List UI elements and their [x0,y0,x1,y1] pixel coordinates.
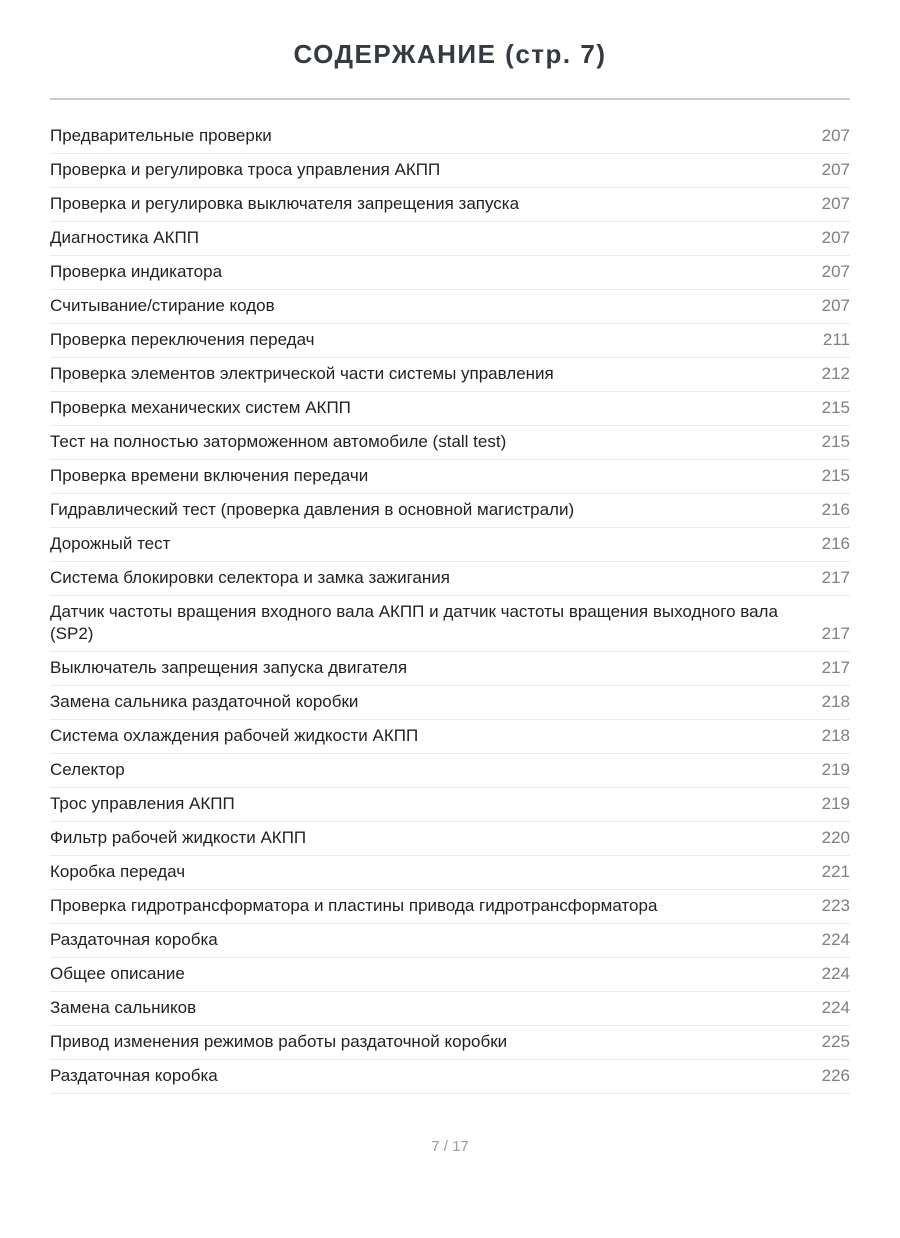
page-indicator: 7 / 17 [431,1138,469,1155]
toc-item-label: Считывание/стирание кодов [50,296,275,315]
toc-item-label: Фильтр рабочей жидкости АКПП [50,828,307,847]
toc-item-label: Общее описание [50,964,185,983]
content-area [50,38,850,1157]
toc-item-label: Система охлаждения рабочей жидкости АКПП [50,726,419,745]
toc-item-page: 212 [821,364,850,383]
toc-item-label: Замена сальника раздаточной коробки [50,692,359,711]
toc-row[interactable] [50,890,850,924]
toc-item-page: 224 [821,964,850,983]
title-divider [50,98,850,100]
toc-item-page: 225 [821,1032,850,1051]
toc-item-label: Выключатель запрещения запуска двигателя [50,658,408,677]
toc-item-label: Трос управления АКПП [50,794,235,813]
toc-row[interactable] [50,562,850,596]
toc-row[interactable] [50,720,850,754]
toc-item-page: 215 [821,432,850,451]
toc-item-page: 218 [821,692,850,711]
toc-item-page: 207 [821,194,850,213]
toc-row[interactable] [50,788,850,822]
toc-row[interactable] [50,324,850,358]
toc-item-page: 217 [821,658,850,677]
toc-item-page: 207 [821,160,850,179]
toc-item-page: 211 [822,330,850,349]
toc-item-label: Предварительные проверки [50,126,272,145]
toc-item-label: Датчик частоты вращения входного вала АКПП и датчик частоты вращения выходного вала (SP2) [50,602,778,643]
toc-row[interactable] [50,596,850,652]
toc-item-page: 219 [821,794,850,813]
toc-item-label: Замена сальников [50,998,197,1017]
toc-item-label: Дорожный тест [50,534,171,553]
toc-item-label: Привод изменения режимов работы раздаточной коробки [50,1032,508,1051]
toc-item-page: 218 [821,726,850,745]
toc-item-page: 224 [821,998,850,1017]
toc-item-page: 217 [821,568,850,587]
toc-row[interactable] [50,924,850,958]
toc-item-label: Гидравлический тест (проверка давления в основной магистрали) [50,500,575,519]
toc-item-page: 207 [821,126,850,145]
toc-row[interactable] [50,290,850,324]
toc-item-label: Проверка механических систем АКПП [50,398,351,417]
toc-row[interactable] [50,1026,850,1060]
toc-item-label: Проверка и регулировка троса управления АКПП [50,160,441,179]
toc-item-label: Проверка времени включения передачи [50,466,369,485]
toc-row[interactable] [50,358,850,392]
toc-row[interactable] [50,460,850,494]
toc-row[interactable] [50,686,850,720]
toc-row[interactable] [50,222,850,256]
toc-row[interactable] [50,1060,850,1094]
toc-item-page: 216 [821,500,850,519]
toc-item-label: Проверка элементов электрической части системы управления [50,364,554,383]
toc-item-page: 216 [821,534,850,553]
toc-row[interactable] [50,652,850,686]
toc-item-label: Проверка индикатора [50,262,223,281]
toc-row[interactable] [50,992,850,1026]
toc-item-page: 219 [821,760,850,779]
toc-row[interactable] [50,822,850,856]
toc-row[interactable] [50,856,850,890]
page-title: СОДЕРЖАНИЕ (стр. 7) [293,39,607,69]
toc-row[interactable] [50,392,850,426]
toc-item-page: 226 [821,1066,850,1085]
toc-item-page: 207 [821,262,850,281]
toc-row[interactable] [50,154,850,188]
toc-row[interactable] [50,494,850,528]
toc-item-label: Раздаточная коробка [50,1066,218,1085]
toc-item-page: 215 [821,398,850,417]
toc-row[interactable] [50,528,850,562]
toc-item-label: Тест на полностью заторможенном автомобиле (stall test) [50,432,507,451]
toc-item-page: 207 [821,296,850,315]
toc-item-label: Проверка и регулировка выключателя запрещения запуска [50,194,520,213]
toc-item-label: Раздаточная коробка [50,930,218,949]
toc-item-page: 224 [821,930,850,949]
toc-list [50,120,850,1094]
toc-row[interactable] [50,754,850,788]
toc-item-page: 215 [821,466,850,485]
toc-item-page: 223 [821,896,850,915]
toc-item-label: Диагностика АКПП [50,228,199,247]
toc-item-page: 221 [821,862,850,881]
toc-item-label: Проверка переключения передач [50,330,315,349]
toc-item-label: Коробка передач [50,862,186,881]
toc-row[interactable] [50,958,850,992]
toc-item-page: 220 [821,828,850,847]
document-page [0,38,900,1238]
toc-item-label: Селектор [50,760,125,779]
toc-row[interactable] [50,120,850,154]
toc-row[interactable] [50,256,850,290]
toc-item-label: Система блокировки селектора и замка зажигания [50,568,450,587]
toc-item-page: 207 [821,228,850,247]
toc-row[interactable] [50,426,850,460]
toc-row[interactable] [50,188,850,222]
toc-item-label: Проверка гидротрансформатора и пластины привода гидротрансформатора [50,896,658,915]
toc-item-page: 217 [821,624,850,643]
